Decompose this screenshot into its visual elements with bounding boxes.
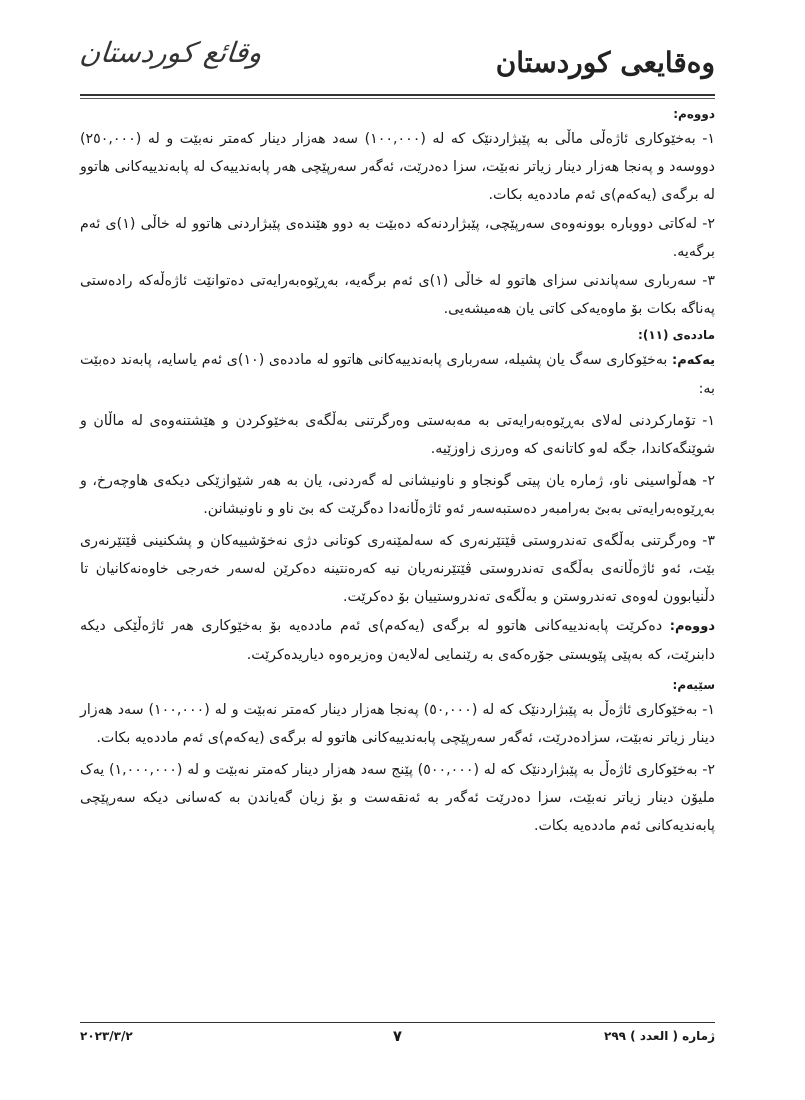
clause-label: یەکەم: — [672, 353, 715, 368]
paragraph — [80, 612, 715, 669]
paragraph: ١- بەخێوکاری ئاژەڵی ماڵی بە پێبژاردنێک کە لە (١٠٠,٠٠٠) سەد هەزار دینار کەمتر نەبێت و لە (٢٥٠,٠٠٠) دووسەد و پەنجا هەزار دینار زیاتر نەبێت، سزا دەدرێت، ئەگەر سەرپێچی هەر پابەندییەک لە پابەندییەکانی هاتوو لە برگەی (یەکەم)ی ئەم ماددەیە بکات. — [80, 131, 716, 203]
section-heading: سێیەم: — [672, 678, 715, 692]
clause-text: بەخێوکاری سەگ یان پشیلە، سەرباری پابەندییەکانی هاتوو لە ماددەی (١٠)ی ئەم یاسایە، پابەند دەبێت بە: — [80, 352, 715, 397]
paragraph: ٢- لەکاتی دووبارە بوونەوەی سەرپێچی، پێبژاردنەکە دەبێت بە دوو هێندەی پێبژاردنی هاتوو لە خاڵی (١)ی ئەم برگەیە. — [80, 216, 715, 260]
gazette-title: وەقایعی کوردستان — [495, 46, 715, 79]
issue-date: ٢٠٢٣/٣/٢ — [80, 1029, 133, 1043]
section-heading: دووەم: — [673, 107, 715, 121]
article-heading: ماددەی (١١): — [638, 328, 715, 342]
clause-text: دەکرێت پابەندییەکانی هاتوو لە برگەی (یەکەم)ی ئەم ماددەیە بۆ بەخێوکاری هەر ئاژەڵێکی دیکە دابنرێت، کە بەپێی پێویستی جۆرەکەی بە رێنمایی لەلایەن وەزیرەوە دیاریدەکرێت. — [80, 618, 715, 663]
issue-number: ژمارە ( العدد ) ٢٩٩ — [604, 1029, 715, 1043]
paragraph: ١- بەخێوکاری ئاژەڵ بە پێبژاردنێک کە لە (٥٠,٠٠٠) پەنجا هەزار دینار کەمتر نەبێت و لە (١٠٠,٠٠٠) سەد هەزار دینار زیاتر نەبێت، سزادەدرێت، ئەگەر سەرپێچی پابەندییەکانی هاتوو لە برگەی (یەکەم)ی ئەم ماددەیە بکات. — [80, 702, 715, 746]
gazette-logo: وقائع كوردستان — [78, 36, 264, 69]
clause-label: دووەم: — [669, 619, 715, 634]
header-divider-thin — [80, 98, 715, 99]
paragraph — [80, 346, 715, 403]
paragraph: ٣- وەرگرتنی بەڵگەی تەندروستی ڤێتێرنەری کە سەلمێنەری کوتانی دژی نەخۆشییەکان و پشکنینی ڤێتێرنەری بێت، ئەو ئاژەڵانەی بەڵگەی تەندروستی ڤێتێرنەریان نیە کەرەنتینە دەکرێن لەسەر خەرجی خاوەنەکانیان تا دڵنیابوون لەوەی تەندروستن و بەڵگەی تەندروستییان بۆ دەکرێت. — [80, 533, 715, 605]
page-footer — [80, 1022, 715, 1049]
document-body — [80, 102, 715, 841]
paragraph: ١- تۆمارکردنی لەلای بەڕێوەبەرایەتی بە مەبەستی وەرگرتنی بەڵگەی بەخێوکردن و هێشتنەوەی لە ماڵان و شوێنگەکاندا، جگە لەو کاتانەی کە وەرزی زاوزێیە. — [80, 413, 715, 457]
page-number: ٧ — [392, 1027, 403, 1045]
header-divider — [80, 94, 715, 96]
paragraph: ٢- بەخێوکاری ئاژەڵ بە پێبژاردنێک کە لە (٥٠٠,٠٠٠) پێنج سەد هەزار دینار کەمتر نەبێت و لە (١,٠٠٠,٠٠٠) یەک ملیۆن دینار زیاتر نەبێت، سزا دەدرێت ئەگەر بە ئەنقەست و بۆ زیان گەیاندن بە کەسانی دیکە سەرپێچی پابەندیەکانی ئەم ماددەیە بکات. — [80, 762, 715, 834]
paragraph: ٢- هەڵواسینی ناو، ژمارە یان پیتی گونجاو و ناونیشانی لە گەردنی، یان بە هەر شێوازێکی دیکەی هاوچەرخ، و بەڕێوەبەرایەتی بەبێ بەرامبەر دەستبەسەر ئەو ئاژەڵانەدا دەگرێت کە بێ ناو و ناونیشانن. — [80, 473, 715, 517]
paragraph: ٣- سەرباری سەپاندنی سزای هاتوو لە خاڵی (١)ی ئەم برگەیە، بەڕێوەبەرایەتی دەتوانێت ئاژەڵەکە رادەستی پەناگە بکات بۆ ماوەیەکی کاتی یان هەمیشەیی. — [80, 273, 715, 317]
page-header — [80, 28, 715, 98]
